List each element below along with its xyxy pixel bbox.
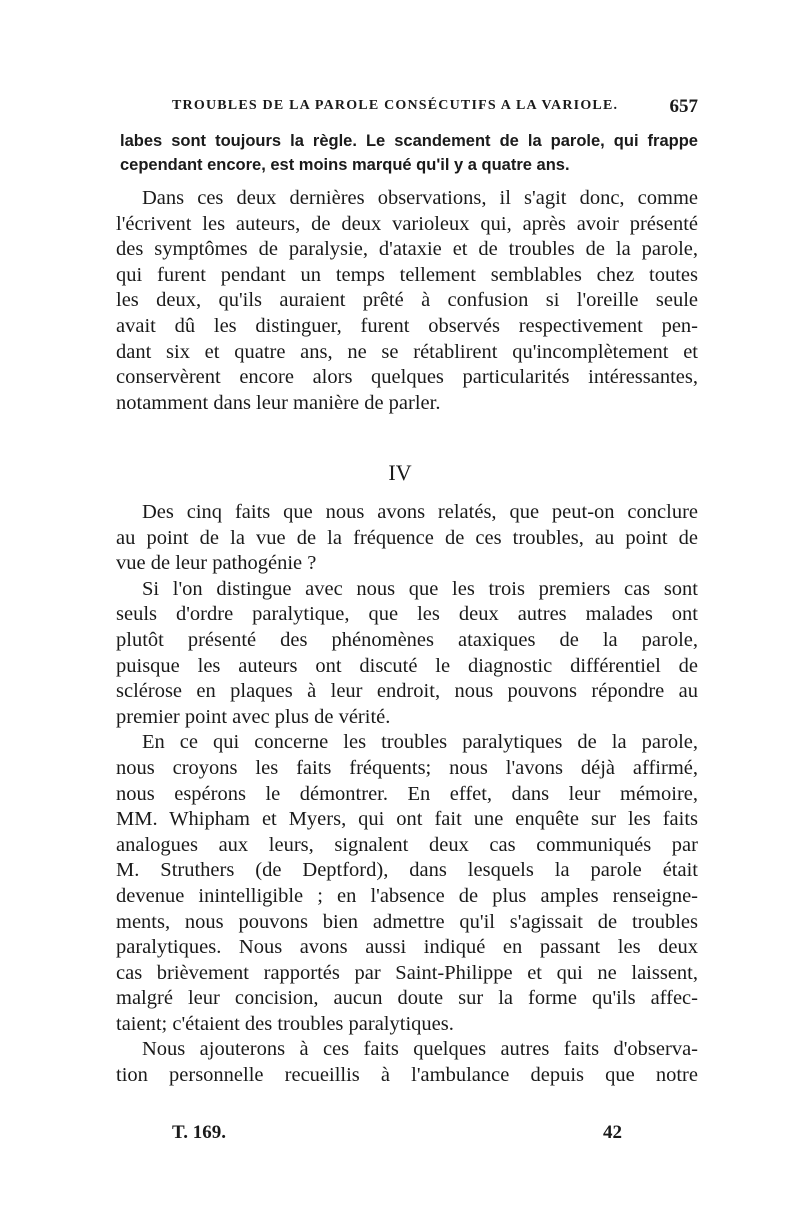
section-heading: IV [388, 460, 412, 485]
text-line: taient; c'étaient des troubles paralytiques. [116, 1012, 454, 1035]
text-line: l'écrivent les auteurs, de deux varioleux qui, après avoir présenté [116, 212, 698, 235]
text-line: sclérose en plaques à leur endroit, nous pouvons répondre au [116, 680, 698, 703]
signature-mark: T. 169. [172, 1122, 227, 1143]
text-line: des symptômes de paralysie, d'ataxie et de troubles de la parole, [116, 238, 698, 261]
folio-mark: 42 [603, 1122, 622, 1143]
text-line: MM. Whipham et Myers, qui ont fait une enquête sur les faits [116, 808, 698, 831]
text-line: labes sont toujours la règle. Le scandement de la parole, qui frappe [120, 132, 698, 150]
paragraph-observations [116, 186, 698, 416]
running-title: TROUBLES DE LA PAROLE CONSÉCUTIFS A LA VARIOLE. [172, 98, 619, 113]
text-line: qui furent pendant un temps tellement semblables chez toutes [116, 263, 698, 286]
text-line: tion personnelle recueillis à l'ambulance depuis que notre [116, 1064, 698, 1087]
text-line: cas brièvement rapportés par Saint-Philippe et qui ne laissent, [116, 961, 698, 984]
text-line: dant six et quatre ans, ne se rétablirent qu'incomplètement et [116, 340, 698, 363]
text-line: ments, nous pouvons bien admettre qu'il s'agissait de troubles [116, 910, 698, 933]
text-line: nous croyons les faits fréquents; nous l'avons déjà affirmé, [116, 756, 698, 779]
text-line: M. Struthers (de Deptford), dans lesquels la parole était [116, 859, 698, 882]
text-line: seuls d'ordre paralytique, que les deux autres malades ont [116, 603, 698, 626]
text-line: Nous ajouterons à ces faits quelques autres faits d'observa- [142, 1038, 698, 1061]
text-line: les deux, qu'ils auraient prêté à confusion si l'oreille seule [116, 289, 698, 312]
text-line: Dans ces deux dernières observations, il s'agit donc, comme [142, 187, 698, 209]
text-line: conservèrent encore alors quelques particularités intéressantes, [116, 366, 698, 389]
text-line: puisque les auteurs ont discuté le diagnostic différentiel de [116, 654, 698, 677]
text-line: En ce qui concerne les troubles paralytiques de la parole, [142, 731, 698, 754]
text-line: notamment dans leur manière de parler. [116, 391, 441, 414]
page-number: 657 [669, 96, 698, 117]
lead-paragraph [120, 129, 698, 177]
text-line: cependant encore, est moins marqué qu'il y a quatre ans. [120, 156, 570, 174]
text-line: nous espérons le démontrer. En effet, dans leur mémoire, [116, 782, 698, 805]
page-footer [172, 1122, 622, 1148]
text-line: Des cinq faits que nous avons relatés, que peut-on conclure [142, 501, 698, 523]
running-head [120, 96, 698, 120]
text-line: avait dû les distinguer, furent observés respectivement pen- [116, 314, 698, 337]
text-line: Si l'on distingue avec nous que les trois premiers cas sont [142, 577, 698, 600]
text-line: malgré leur concision, aucun doute sur la forme qu'ils affec- [116, 987, 698, 1010]
text-line: vue de leur pathogénie ? [116, 552, 317, 575]
text-line: premier point avec plus de vérité. [116, 705, 391, 728]
text-line: devenue inintelligible ; en l'absence de plus amples renseigne- [116, 884, 698, 907]
text-line: au point de la vue de la fréquence de ces troubles, au point de [116, 526, 698, 549]
section-body [116, 500, 698, 1089]
text-line: analogues aux leurs, signalent deux cas communiqués par [116, 833, 698, 856]
text-line: paralytiques. Nous avons aussi indiqué en passant les deux [116, 936, 698, 959]
text-line: plutôt présenté des phénomènes ataxiques de la parole, [116, 628, 698, 651]
